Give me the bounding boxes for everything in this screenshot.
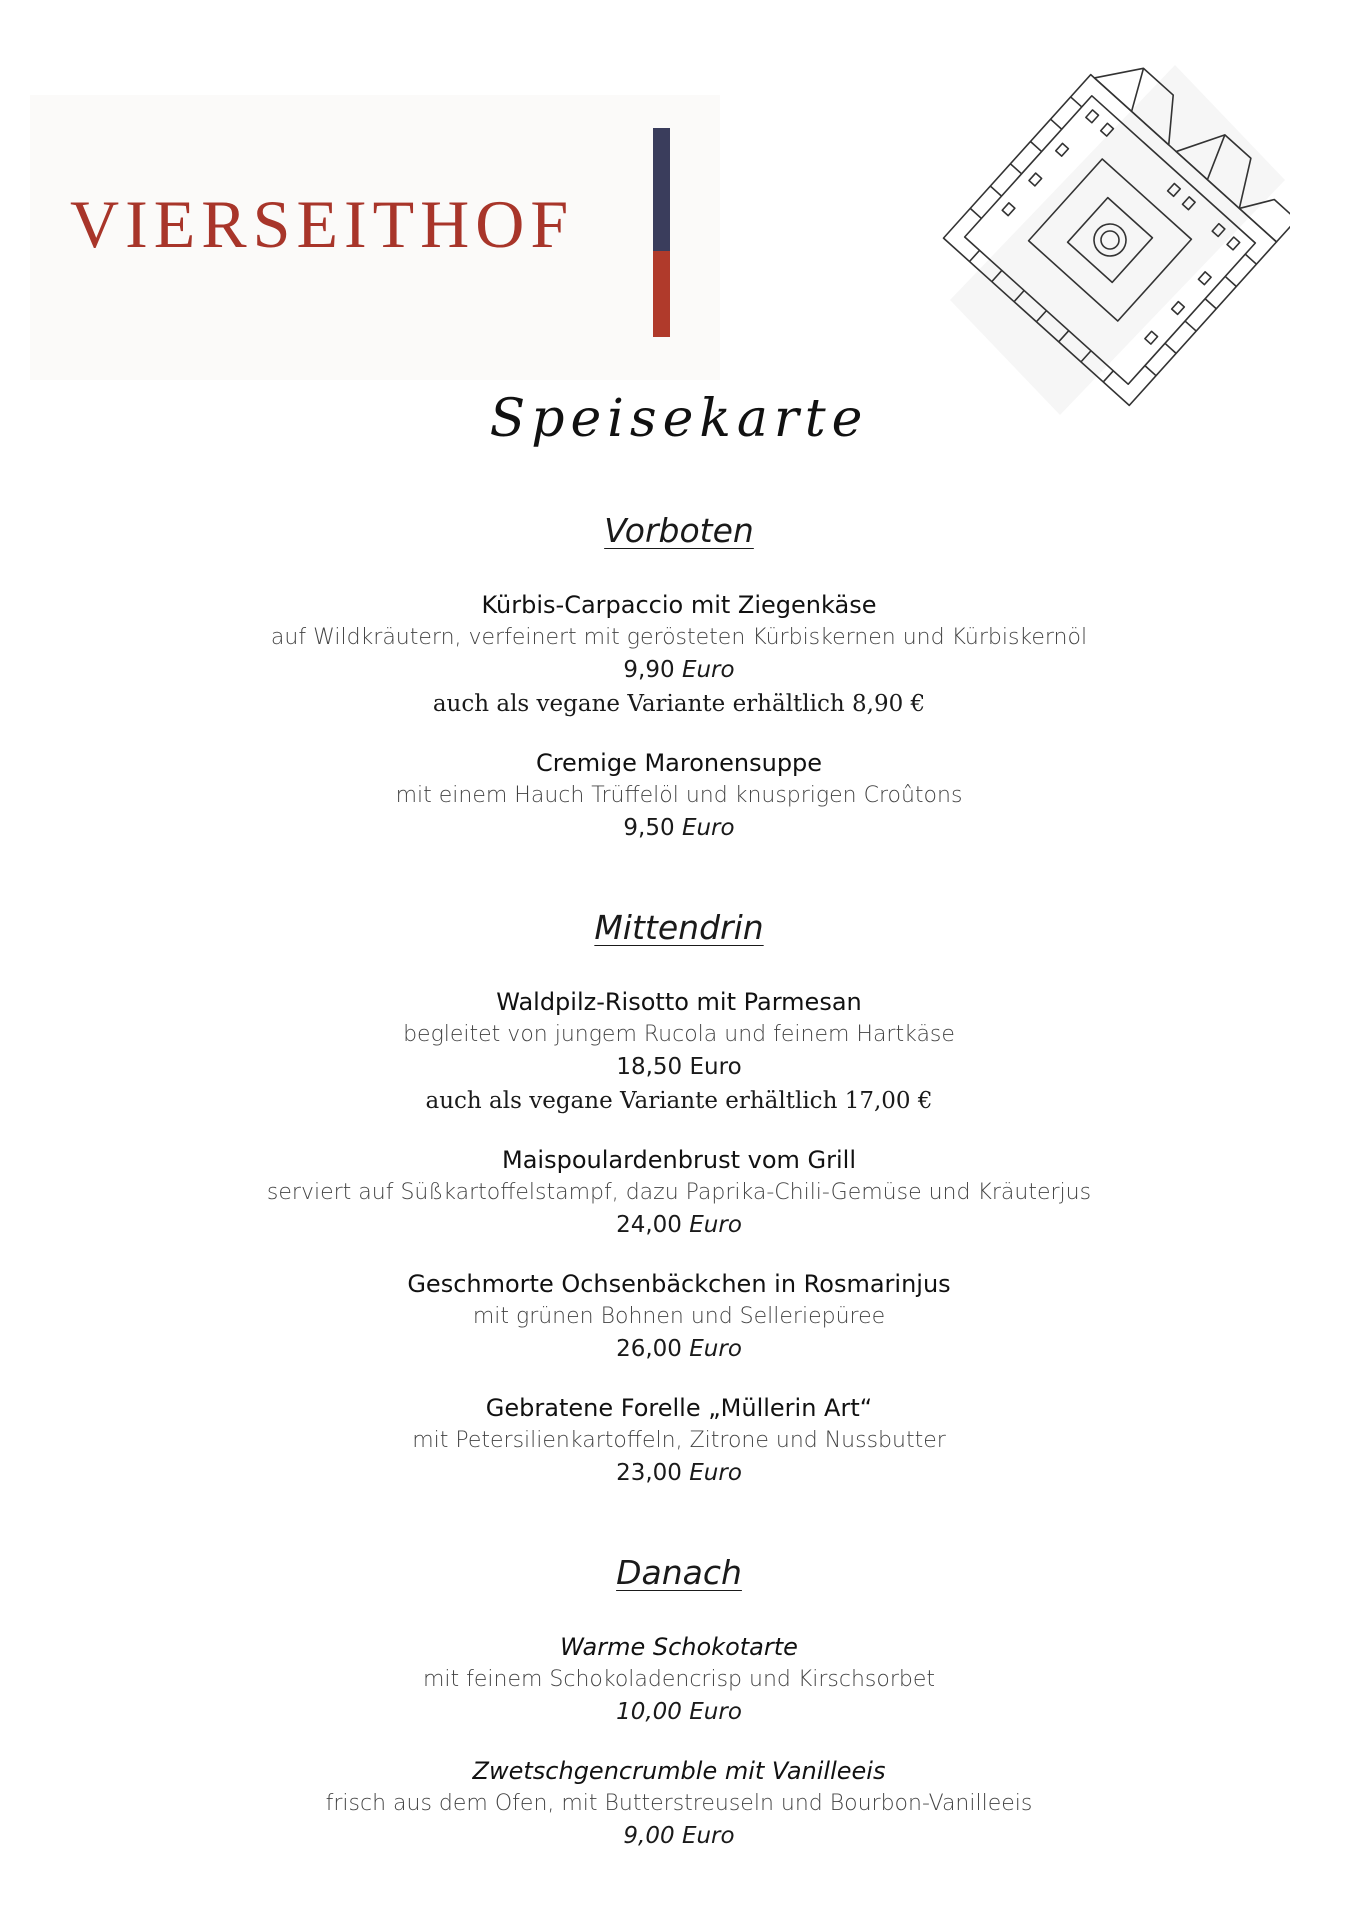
section-heading: Mittendrin xyxy=(594,907,764,947)
dish-description: mit feinem Schokoladencrisp und Kirschsorbet xyxy=(422,1666,936,1692)
dish-name: Geschmorte Ochsenbäckchen in Rosmarinjus xyxy=(407,1269,951,1298)
dish-item xyxy=(0,589,1358,721)
price-unit: Euro xyxy=(689,1211,742,1238)
brand-logo: VIERSEITHOF xyxy=(70,186,575,262)
dish-name: Cremige Maronensuppe xyxy=(535,748,823,777)
price-value: 9,00 xyxy=(623,1822,675,1849)
dish-description: auf Wildkräutern, verfeinert mit gerösteten Kürbiskernen und Kürbiskernöl xyxy=(270,624,1088,650)
dish-price xyxy=(0,1208,1358,1242)
building-sketch-icon xyxy=(930,60,1290,420)
dish-price xyxy=(0,1050,1358,1084)
dish-price xyxy=(0,1695,1358,1729)
dish-item xyxy=(0,1755,1358,1853)
dish-item xyxy=(0,1631,1358,1729)
dish-name: Kürbis-Carpaccio mit Ziegenkäse xyxy=(481,590,877,619)
dish-item xyxy=(0,1268,1358,1366)
price-unit: Euro xyxy=(681,1822,735,1849)
dish-price xyxy=(0,1456,1358,1490)
dish-price xyxy=(0,1819,1358,1853)
dish-price xyxy=(0,811,1358,845)
price-value: 23,00 xyxy=(616,1459,682,1486)
vegan-option: auch als vegane Variante erhältlich 17,00 € xyxy=(425,1087,933,1114)
price-value: 9,90 xyxy=(623,656,675,683)
section-heading: Danach xyxy=(616,1552,742,1592)
dish-price xyxy=(0,1332,1358,1366)
section-heading: Vorboten xyxy=(604,511,754,550)
price-value: 24,00 xyxy=(616,1211,682,1238)
dish-item xyxy=(0,747,1358,845)
dish-price xyxy=(0,653,1358,687)
dish-description: mit Petersilienkartoffeln, Zitrone und Nussbutter xyxy=(412,1427,946,1453)
dish-description: frisch aus dem Ofen, mit Butterstreuseln und Bourbon-Vanilleeis xyxy=(325,1790,1033,1816)
section-mittendrin xyxy=(0,907,1358,1490)
price-value: 26,00 xyxy=(616,1335,682,1362)
price-unit: Euro xyxy=(681,814,735,841)
dish-description: mit einem Hauch Trüffelöl und knusprigen Croûtons xyxy=(395,782,963,808)
section-danach xyxy=(0,1552,1358,1853)
price-unit: Euro xyxy=(689,1698,742,1725)
dish-name: Gebratene Forelle „Müllerin Art“ xyxy=(485,1393,873,1422)
price-unit: Euro xyxy=(689,1459,742,1486)
dish-name: Warme Schokotarte xyxy=(560,1632,798,1661)
dish-name: Waldpilz-Risotto mit Parmesan xyxy=(496,987,862,1016)
price-value: 9,50 xyxy=(623,814,675,841)
menu-title: Speisekarte xyxy=(489,389,869,449)
menu-body xyxy=(0,510,1358,1853)
vegan-option: auch als vegane Variante erhältlich 8,90 € xyxy=(432,690,926,717)
brand-bar-top xyxy=(653,128,670,251)
price-value: 18,50 xyxy=(616,1053,683,1080)
dish-description: mit grünen Bohnen und Selleriepüree xyxy=(472,1303,886,1329)
price-value: 10,00 xyxy=(616,1698,682,1725)
dish-name: Maispoulardenbrust vom Grill xyxy=(502,1145,856,1174)
price-unit: Euro xyxy=(689,1335,742,1362)
dish-item xyxy=(0,1144,1358,1242)
brand-bar-bottom xyxy=(653,251,670,337)
price-unit: Euro xyxy=(689,1053,742,1080)
dish-description: serviert auf Süßkartoffelstampf, dazu Paprika-Chili-Gemüse und Kräuterjus xyxy=(266,1179,1092,1205)
logo-panel xyxy=(30,95,720,380)
dish-item xyxy=(0,986,1358,1118)
dish-description: begleitet von jungem Rucola und feinem Hartkäse xyxy=(403,1021,955,1047)
price-unit: Euro xyxy=(681,656,735,683)
section-vorboten xyxy=(0,510,1358,845)
dish-name: Zwetschgencrumble mit Vanilleeis xyxy=(472,1756,886,1785)
dish-item xyxy=(0,1392,1358,1490)
